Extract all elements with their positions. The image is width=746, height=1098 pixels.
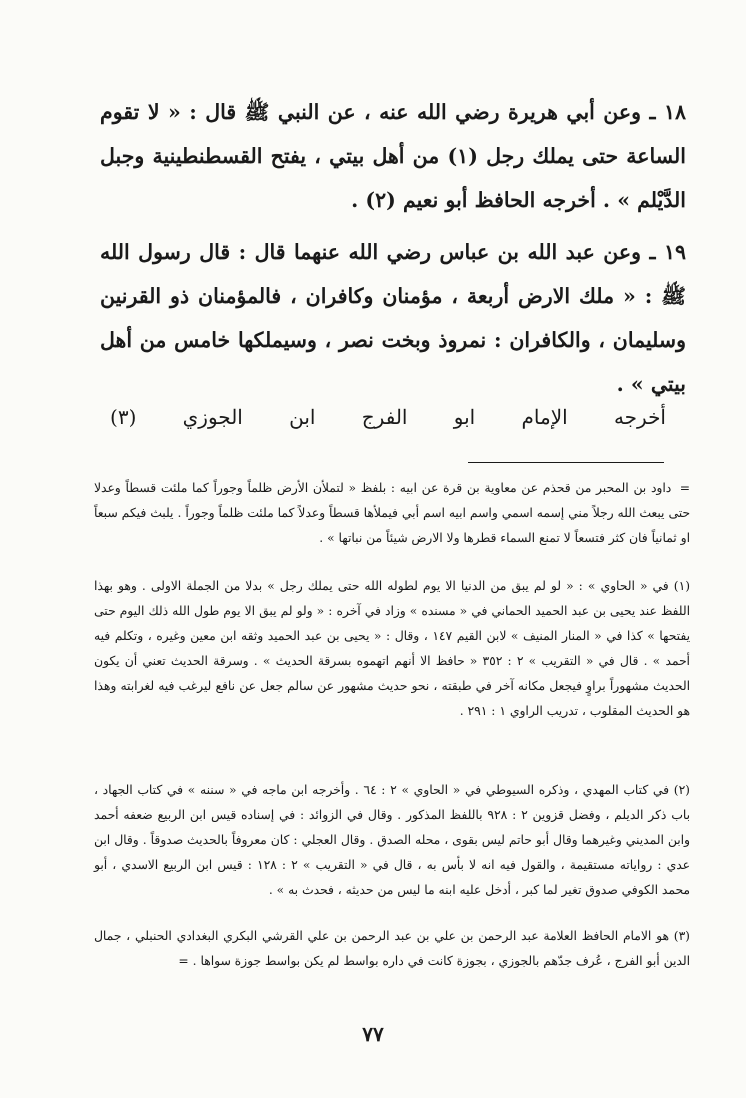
source-attribution-heading: أخرجه الإمام ابو الفرج ابن الجوزي (٣) [110,405,666,429]
hadith-18-paragraph: ١٨ ـ وعن أبي هريرة رضي الله عنه ، عن النبي ﷺ قال : « لا تقوم الساعة حتى يملك رجل (١) من أهل بيتي ، يفتح القسطنطينية وجبل الدَّيْلم » . أخرجه الحافظ أبو نعيم (٢) . [100,100,687,212]
footnote-text: هو الامام الحافظ العلامة عبد الرحمن بن علي بن عبد الرحمن بن علي القرشي البكري البغدادي الحنبلي ، جمال الدين أبو الفرج ، عُرف جدّهم بالجوزي ، بجوزة كانت في داره بواسط لم يكن بواسط جوزة سواها . [94,929,690,968]
footnote-label: (١) [673,579,690,593]
footnote-2 [94,778,690,903]
footnote-text-continued: وقال ابن عدي : رواياته مستقيمة ، والقول فيه انه لا بأس به ، قال في « التقريب » ٢ : ١٢٨ : قيس ابن الربيع الاسدي ، أبو محمد الكوفي صدوق تغير لما كبر ، أدخل عليه ابنه ما ليس من حديثه ، فحدث به » . [94,833,690,897]
footnote-label: = [679,481,690,495]
footnote-label: (٣) [673,929,690,943]
footnote-1 [94,574,690,724]
footnote-label: (٢) [673,783,690,797]
hadith-19-paragraph: ١٩ ـ وعن عبد الله بن عباس رضي الله عنهما قال : قال رسول الله ﷺ : « ملك الارض أربعة ، مؤمنان وكافران ، فالمؤمنان ذو القرنين وسليمان ، والكافران : نمروذ وبخت نصر ، وسيملكها خامس من أهل بيتي » . [100,240,686,396]
footnote-continuation-mark: = [178,954,189,968]
footnote-text: في كتاب المهدي ، وذكره السيوطي في « الحاوي » ٢ : ٦٤ . وأخرجه ابن ماجه في « سننه » في كتاب الجهاد ، باب ذكر الديلم ، وفضل قزوين ٢ : ٩٢٨ باللفظ المذكور . وقال في الزوائد : في إسناده قيس ابن الربيع ضعفه أحمد وابن المديني وغيرهما وقال أبو حاتم ليس بقوى ، محله الصدق . وقال العجلي : كان معروفاً بالحديث صدوقاً . [94,783,690,847]
page-number: ٧٧ [362,1022,384,1046]
footnote-3 [94,924,690,974]
footnote-continuation [94,476,690,551]
footnote-text: داود بن المحبر من قحذم عن معاوية بن قرة عن ابيه : بلفظ « لتملأن الأرض ظلماً وجوراً كما ملئت قسطاً وعدلا حتى يبعث الله رجلاً مني إسمه اسمي واسم ابيه اسم أبي فيملأها قسطاً وعدلاً كما ملئت ظلماً وجوراً . يلبث فيكم سبعاً او ثمانياً فان كثر فتسعاً لا تمنع السماء قطرها ولا الارض شيئاً من نباتها » . [94,481,690,545]
footnote-separator-rule [468,462,664,463]
footnote-text: في « الحاوي » : « لو لم يبق من الدنيا الا يوم لطوله الله حتى يملك رجل » بدلا من الجملة الاولى . وهو بهذا اللفظ عند يحيى بن عبد الحميد الحماني في « مسنده » وزاد في آخره : « ولو لم يبق الا يوم طول الله ذلك اليوم حتى يفتحها » كذا في « المنار المنيف » لابن القيم ١٤٧ ، وقال : « يحيى بن عبد الحميد وثقه ابن معين وغيره ، وتكلم فيه أحمد » . قال في « التقريب » ٢ : ٣٥٢ « حافظ الا أنهم اتهموه بسرقة الحديث » . وسرقة الحديث تعني أن يكون الحديث مشهوراً براوٍ فيجعل مكانه آخر في طبقته ، نحو حديث مشهور عن سالم جعل عن نافع ليرغب فيه لغرابته وهذا هو الحديث المقلوب ، تدريب الراوي ١ : ٢٩١ . [94,579,691,718]
